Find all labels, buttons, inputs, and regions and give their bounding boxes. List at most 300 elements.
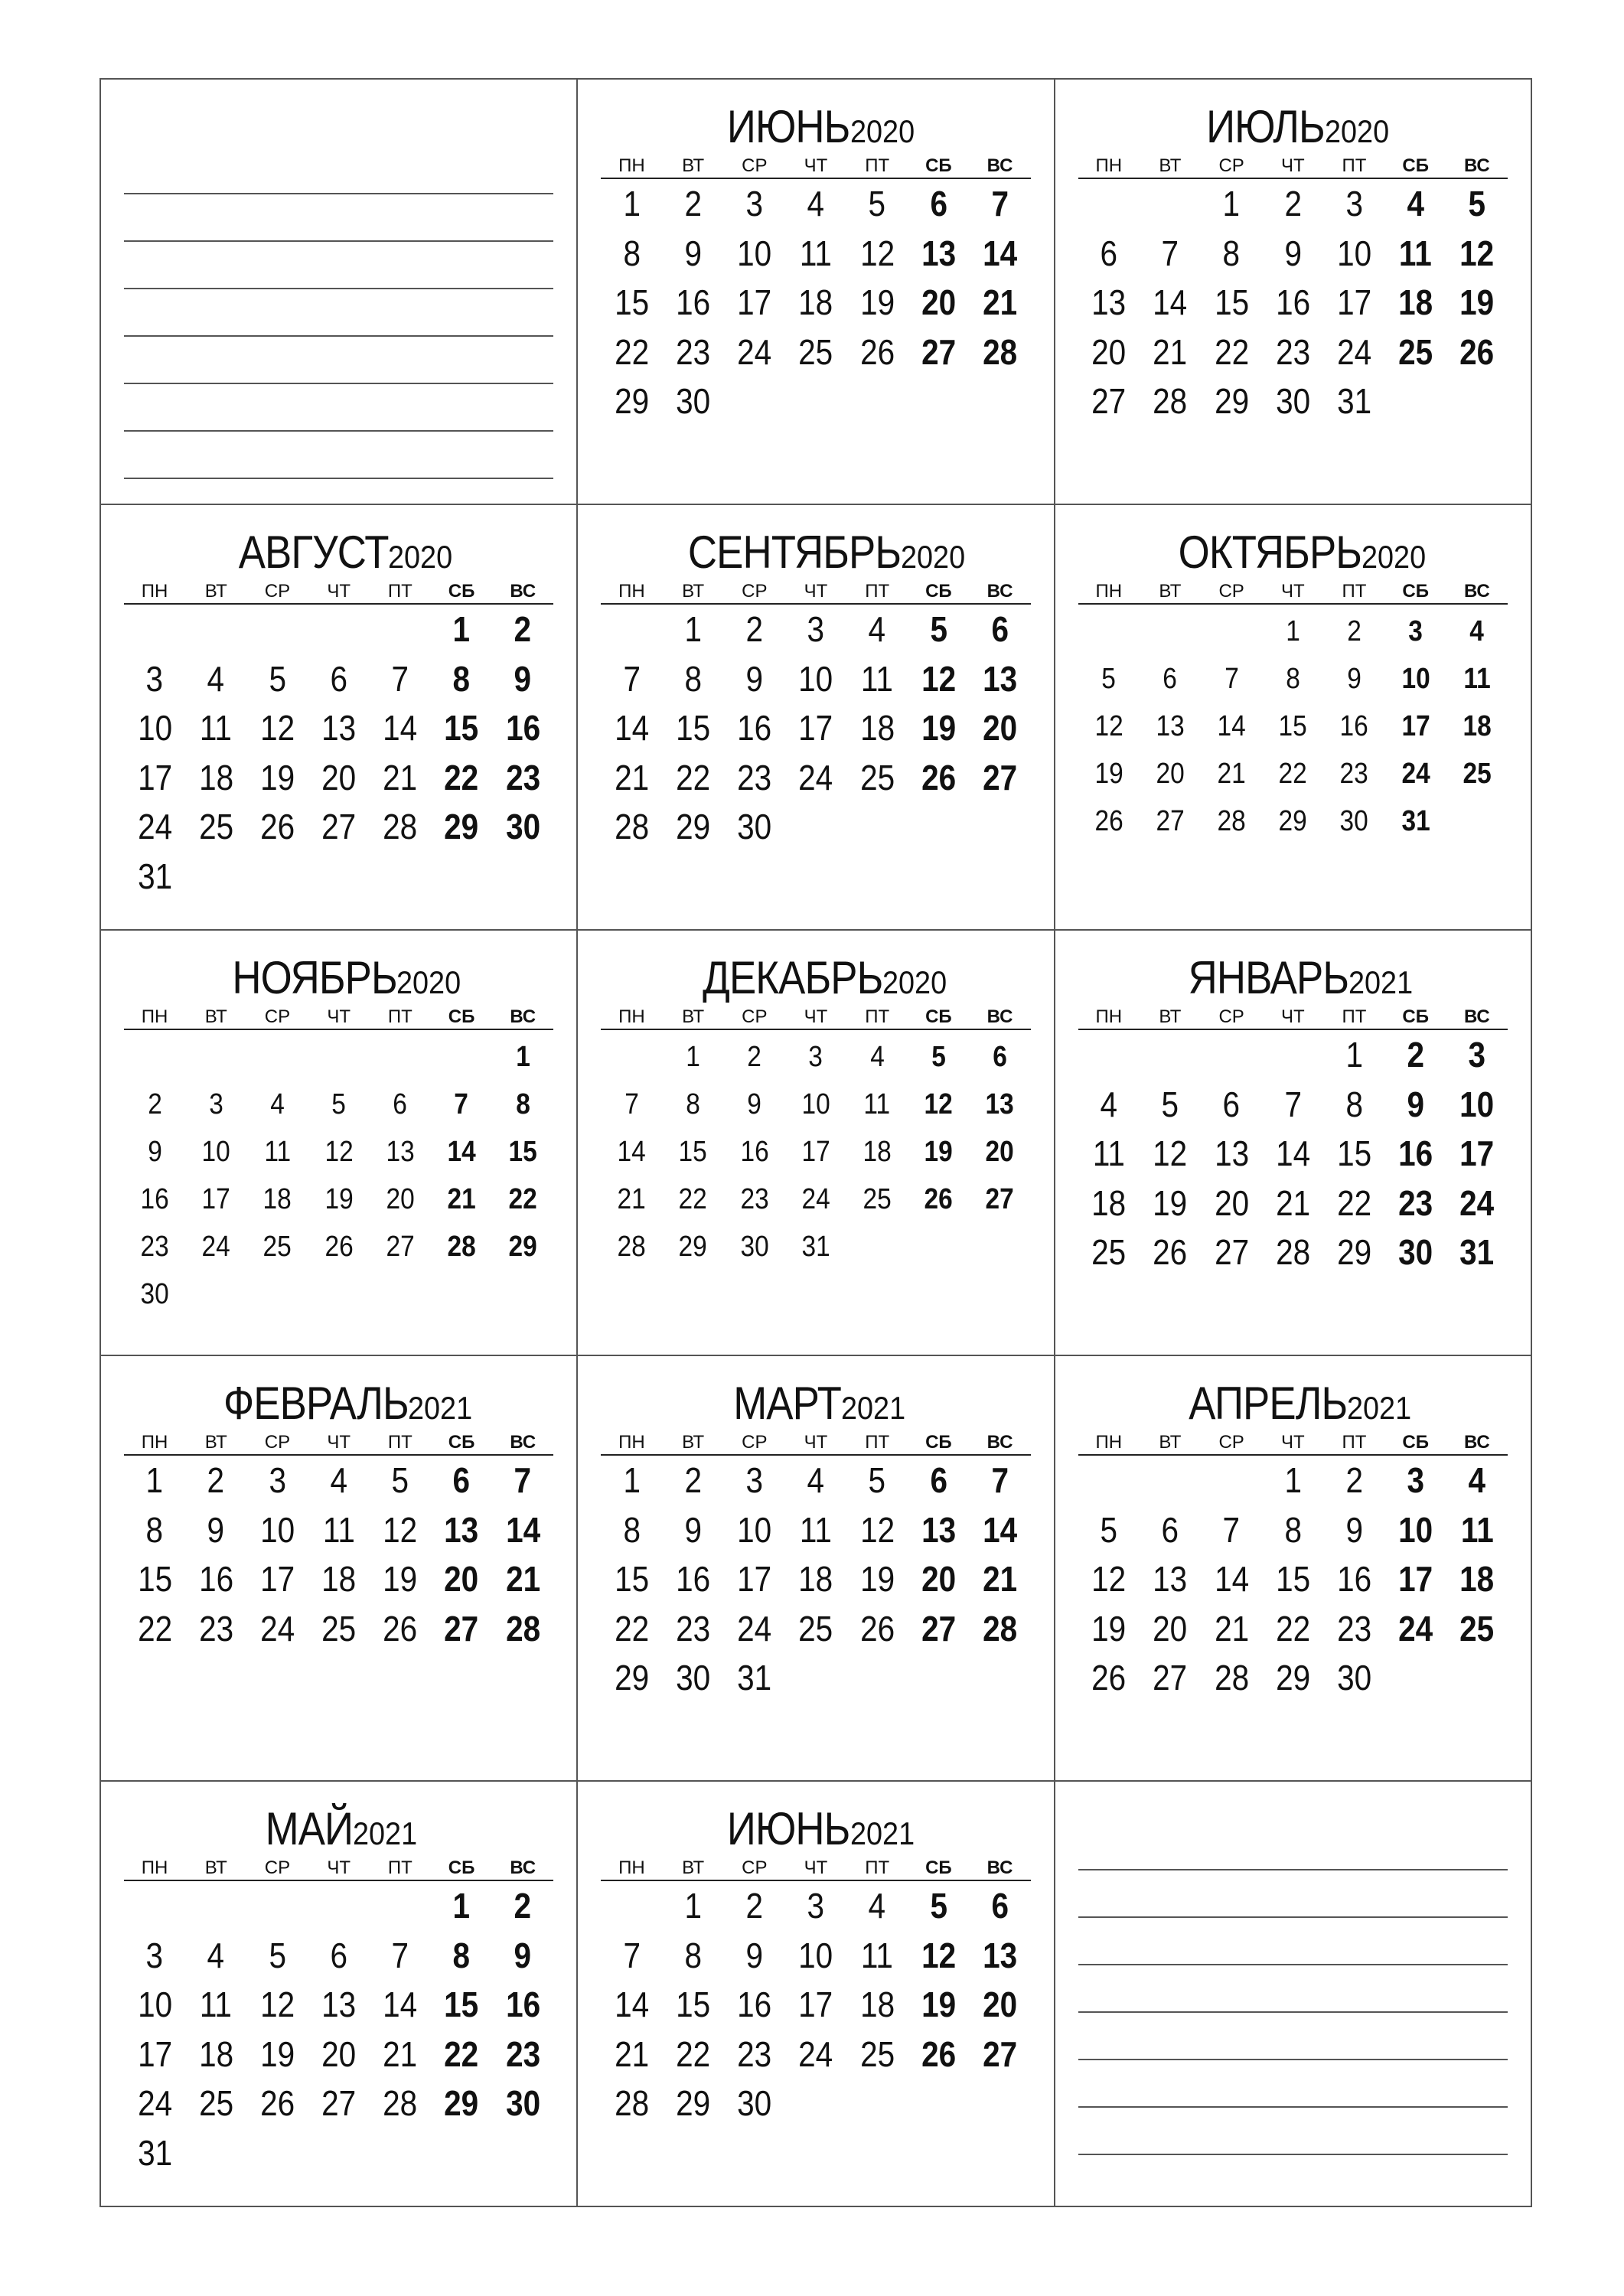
day: 29 [1336, 1232, 1372, 1272]
day: 19 [259, 2033, 295, 2074]
day: 28 [383, 2083, 418, 2123]
weekday-label: ПН [141, 581, 168, 602]
weekday-header [1078, 155, 1508, 179]
weekend-day: 29 [444, 2083, 479, 2123]
month-name: ИЮЛЬ [1205, 101, 1325, 152]
day: 28 [1153, 381, 1188, 421]
weekend-day: 19 [1459, 282, 1495, 322]
weekend-day: 3 [1408, 615, 1423, 647]
weekday-label: ВТ [682, 1006, 705, 1027]
day: 30 [1275, 381, 1310, 421]
month-cell [1055, 505, 1532, 931]
weekday-label: ЧТ [327, 1857, 351, 1878]
day: 5 [1101, 663, 1117, 695]
weekday-label: ПТ [1342, 155, 1367, 176]
month-cell [578, 931, 1055, 1356]
weekday-label: СР [742, 1857, 768, 1878]
day: 21 [1275, 1182, 1310, 1223]
day: 14 [1275, 1133, 1310, 1173]
weekend-day: 7 [454, 1088, 469, 1120]
day: 1 [145, 1460, 164, 1500]
day: 15 [1278, 710, 1307, 742]
empty-day [246, 1033, 308, 1081]
weekend-day: 10 [1459, 1084, 1495, 1124]
day: 22 [676, 757, 711, 797]
weekday-label: ПТ [865, 1432, 890, 1453]
day: 26 [1153, 1232, 1188, 1272]
day: 26 [1091, 1658, 1127, 1698]
day: 6 [1163, 663, 1178, 695]
weekday-label: ПН [1095, 581, 1123, 602]
days-grid [1078, 179, 1508, 426]
note-line [1078, 1965, 1508, 2013]
day: 8 [623, 233, 641, 273]
day: 1 [686, 1041, 700, 1073]
empty-day [1140, 608, 1201, 655]
weekday-label: ВС [1464, 1432, 1490, 1453]
weekend-day: 6 [930, 1460, 947, 1500]
day: 30 [737, 2083, 772, 2123]
day: 18 [263, 1183, 292, 1215]
empty-day [601, 1881, 662, 1931]
month-year: 2020 [850, 113, 915, 149]
day: 21 [617, 1183, 647, 1215]
weekend-day: 13 [983, 1935, 1018, 1975]
day: 15 [614, 282, 649, 322]
day: 8 [1222, 233, 1241, 273]
weekend-day: 12 [921, 1935, 956, 1975]
month-calendar [124, 525, 553, 901]
weekday-label: ВС [986, 1857, 1013, 1878]
weekday-label: ВТ [204, 1432, 227, 1453]
day: 8 [145, 1509, 164, 1550]
weekend-day: 22 [508, 1183, 537, 1215]
days-grid [601, 1030, 1030, 1270]
month-title [601, 525, 1030, 580]
day: 17 [801, 1136, 830, 1168]
day: 12 [1091, 1559, 1127, 1599]
day: 1 [623, 1460, 641, 1500]
day: 2 [745, 1886, 764, 1926]
day: 20 [1153, 1608, 1188, 1649]
day: 22 [614, 1608, 649, 1649]
note-line [124, 289, 553, 337]
weekend-day: 23 [1398, 1182, 1433, 1223]
day: 29 [1278, 805, 1307, 837]
day: 23 [1275, 331, 1310, 372]
weekend-day: 24 [1398, 1608, 1433, 1649]
day: 16 [1339, 710, 1369, 742]
day: 4 [868, 609, 886, 649]
notes-cell-top [101, 80, 578, 505]
weekday-header [1078, 1431, 1508, 1456]
weekday-label: ВТ [1159, 1432, 1182, 1453]
weekend-day: 2 [1407, 1035, 1424, 1075]
day: 1 [1284, 1460, 1302, 1500]
month-title [1078, 1376, 1508, 1431]
weekend-day: 1 [452, 609, 471, 649]
day: 25 [859, 757, 895, 797]
weekday-label: СБ [448, 1432, 475, 1453]
month-name: ИЮНЬ [726, 101, 850, 152]
weekend-day: 5 [930, 1886, 947, 1926]
weekday-label: ВТ [1159, 1006, 1182, 1027]
day: 4 [807, 1460, 825, 1500]
day: 10 [137, 1985, 172, 2024]
weekend-day: 3 [1468, 1035, 1486, 1075]
weekend-day: 14 [983, 233, 1018, 273]
weekend-day: 19 [921, 708, 956, 748]
month-year: 2021 [850, 1815, 915, 1851]
notes-lines [1078, 1823, 1508, 2155]
month-title [601, 99, 1030, 155]
day: 28 [1217, 805, 1246, 837]
weekend-day: 27 [444, 1608, 479, 1649]
day: 29 [614, 381, 649, 421]
day: 11 [1092, 1133, 1125, 1173]
day: 15 [1214, 282, 1249, 322]
day: 25 [263, 1231, 292, 1263]
day: 16 [740, 1136, 769, 1168]
day: 2 [1347, 615, 1361, 647]
weekend-day: 27 [983, 757, 1018, 797]
weekend-day: 15 [444, 1985, 479, 2024]
day: 9 [147, 1136, 162, 1168]
day: 18 [863, 1136, 892, 1168]
day: 22 [137, 1608, 172, 1649]
day: 9 [1284, 233, 1302, 273]
weekend-day: 26 [921, 757, 956, 797]
day: 11 [861, 1935, 894, 1975]
day: 17 [259, 1559, 295, 1599]
month-calendar [601, 99, 1030, 426]
day: 23 [676, 331, 711, 372]
day: 12 [1153, 1133, 1188, 1173]
weekday-label: ПТ [865, 1857, 890, 1878]
weekend-day: 11 [1463, 663, 1491, 695]
day: 27 [1156, 805, 1185, 837]
weekend-day: 27 [983, 2033, 1018, 2074]
day: 15 [679, 1136, 708, 1168]
month-calendar [1078, 525, 1508, 845]
month-cell [101, 931, 578, 1356]
month-year: 2020 [388, 539, 453, 575]
month-title [124, 951, 553, 1006]
day: 14 [1214, 1559, 1249, 1599]
note-line [1078, 2060, 1508, 2108]
weekend-day: 18 [1459, 1559, 1495, 1599]
weekend-day: 20 [985, 1136, 1015, 1168]
day: 8 [1345, 1084, 1363, 1124]
day: 22 [614, 331, 649, 372]
empty-day [1078, 1456, 1140, 1505]
day: 3 [145, 1935, 164, 1975]
weekend-day: 27 [921, 331, 956, 372]
day: 21 [383, 757, 418, 797]
day: 7 [391, 658, 409, 699]
weekday-label: ЧТ [804, 1432, 828, 1453]
day: 7 [391, 1935, 409, 1975]
day: 14 [383, 708, 418, 748]
weekday-label: ПН [618, 155, 645, 176]
weekday-header [601, 1431, 1030, 1456]
day: 21 [614, 2033, 649, 2074]
empty-day [601, 1033, 662, 1081]
weekend-day: 20 [921, 282, 956, 322]
month-calendar [1078, 951, 1508, 1277]
weekday-header [124, 1006, 553, 1030]
day: 12 [383, 1509, 418, 1550]
day: 29 [1214, 381, 1249, 421]
weekend-day: 22 [444, 2033, 479, 2074]
day: 19 [1091, 1608, 1127, 1649]
day: 14 [383, 1985, 418, 2024]
day: 20 [386, 1183, 415, 1215]
weekend-day: 16 [505, 708, 540, 748]
month-cell [578, 505, 1055, 931]
weekday-header [601, 155, 1030, 179]
day: 25 [798, 331, 833, 372]
month-title [601, 951, 1030, 1006]
day: 4 [330, 1460, 347, 1500]
day: 24 [798, 2033, 833, 2074]
day: 3 [208, 1088, 223, 1120]
day: 2 [684, 1460, 702, 1500]
weekend-day: 5 [1468, 184, 1486, 223]
day: 1 [1345, 1035, 1363, 1075]
weekend-day: 11 [1399, 233, 1433, 273]
weekday-label: СР [1218, 1006, 1244, 1027]
days-grid [124, 1881, 553, 2177]
day: 4 [207, 1935, 225, 1975]
weekend-day: 8 [452, 1935, 471, 1975]
weekend-day: 18 [1463, 710, 1492, 742]
weekend-day: 24 [1459, 1182, 1495, 1223]
day: 16 [737, 1985, 772, 2024]
day: 21 [1217, 758, 1246, 790]
empty-day [1078, 608, 1140, 655]
weekend-day: 28 [983, 331, 1018, 372]
month-name: ЯНВАРЬ [1188, 952, 1348, 1003]
day: 13 [1091, 282, 1127, 322]
day: 26 [383, 1608, 418, 1649]
day: 19 [859, 1559, 895, 1599]
weekend-day: 6 [991, 609, 1009, 649]
weekday-label: ВС [986, 581, 1013, 602]
day: 9 [684, 233, 702, 273]
note-line [1078, 1823, 1508, 1870]
weekend-day: 28 [447, 1231, 476, 1263]
day: 31 [137, 2132, 172, 2173]
weekend-day: 12 [924, 1088, 953, 1120]
day: 11 [799, 1509, 832, 1550]
weekday-label: ПТ [865, 155, 890, 176]
day: 9 [1345, 1509, 1363, 1550]
note-line [1078, 1870, 1508, 1918]
day: 15 [1275, 1559, 1310, 1599]
day: 12 [324, 1136, 354, 1168]
day: 24 [801, 1183, 830, 1215]
day: 14 [617, 1136, 647, 1168]
day: 10 [798, 1935, 833, 1975]
day: 16 [1336, 1559, 1372, 1599]
weekend-day: 30 [505, 807, 540, 846]
weekday-label: СР [742, 581, 768, 602]
weekday-label: ПН [1095, 1432, 1123, 1453]
day: 24 [259, 1608, 295, 1649]
day: 13 [1153, 1559, 1188, 1599]
empty-day [1078, 179, 1140, 229]
day: 23 [1336, 1608, 1372, 1649]
weekend-day: 12 [921, 658, 956, 699]
month-name: АПРЕЛЬ [1189, 1378, 1348, 1429]
month-name: МАЙ [265, 1803, 353, 1854]
day: 20 [321, 757, 357, 797]
day: 21 [614, 757, 649, 797]
day: 11 [799, 233, 832, 273]
empty-day [1140, 1456, 1201, 1505]
weekend-day: 18 [1398, 282, 1433, 322]
weekday-label: ЧТ [804, 1857, 828, 1878]
weekday-label: ЧТ [1280, 1432, 1305, 1453]
weekday-label: ВТ [682, 155, 705, 176]
empty-day [601, 605, 662, 654]
day: 10 [737, 233, 772, 273]
weekday-label: ПТ [387, 581, 413, 602]
empty-day [431, 1033, 492, 1081]
empty-day [246, 1881, 308, 1931]
weekday-header [1078, 1006, 1508, 1030]
day: 3 [807, 1886, 825, 1926]
day: 15 [1336, 1133, 1372, 1173]
day: 24 [737, 1608, 772, 1649]
month-name: ДЕКАБРЬ [702, 952, 882, 1003]
month-name: АВГУСТ [238, 527, 389, 578]
weekday-label: ЧТ [804, 581, 828, 602]
day: 23 [737, 2033, 772, 2074]
day: 10 [1336, 233, 1372, 273]
day: 17 [137, 757, 172, 797]
day: 22 [1275, 1608, 1310, 1649]
weekday-header [124, 580, 553, 605]
empty-day [370, 1881, 431, 1931]
month-year: 2020 [882, 964, 947, 1000]
day: 17 [737, 1559, 772, 1599]
weekday-label: СР [742, 1432, 768, 1453]
weekday-label: ВС [1464, 155, 1490, 176]
day: 15 [614, 1559, 649, 1599]
month-title [124, 525, 553, 580]
note-line [124, 147, 553, 194]
day: 4 [869, 1041, 885, 1073]
empty-day [370, 1033, 431, 1081]
weekday-label: ПН [141, 1857, 168, 1878]
month-title [124, 1802, 553, 1857]
month-year: 2020 [901, 539, 966, 575]
day: 16 [676, 282, 711, 322]
day: 11 [322, 1509, 355, 1550]
day: 2 [747, 1041, 762, 1073]
weekday-label: ПН [1095, 1006, 1123, 1027]
day: 2 [684, 184, 702, 223]
month-name: НОЯБРЬ [231, 952, 397, 1003]
day: 8 [623, 1509, 641, 1550]
month-calendar [601, 1802, 1030, 2128]
weekend-day: 17 [1398, 1559, 1433, 1599]
weekday-label: СБ [1402, 1432, 1429, 1453]
day: 5 [1161, 1084, 1179, 1124]
empty-day [1201, 1456, 1262, 1505]
day: 11 [200, 1985, 233, 2024]
day: 29 [676, 2083, 711, 2123]
day: 5 [1100, 1509, 1118, 1550]
weekend-day: 4 [1469, 615, 1485, 647]
day: 8 [1286, 663, 1300, 695]
month-cell [101, 505, 578, 931]
empty-day [1140, 179, 1201, 229]
weekday-label: ПН [618, 1857, 645, 1878]
weekday-label: ПН [618, 1006, 645, 1027]
day: 30 [740, 1231, 769, 1263]
weekend-day: 10 [1401, 663, 1430, 695]
weekend-day: 1 [452, 1886, 471, 1926]
month-title [1078, 525, 1508, 580]
weekday-label: СР [1218, 581, 1244, 602]
day: 18 [1091, 1182, 1127, 1223]
month-calendar [124, 1802, 553, 2177]
day: 21 [1153, 331, 1188, 372]
day: 8 [686, 1088, 700, 1120]
day: 5 [269, 658, 286, 699]
weekday-label: ЧТ [1280, 155, 1305, 176]
day: 9 [1347, 663, 1361, 695]
day: 7 [623, 658, 641, 699]
day: 31 [137, 856, 172, 896]
day: 24 [798, 757, 833, 797]
note-line [124, 337, 553, 384]
month-year: 2020 [1324, 113, 1389, 149]
empty-day [1201, 608, 1262, 655]
month-year: 2020 [396, 964, 461, 1000]
weekend-day: 21 [983, 1559, 1018, 1599]
weekend-day: 23 [505, 757, 540, 797]
day: 5 [868, 184, 886, 223]
days-grid [601, 605, 1030, 852]
month-year: 2021 [841, 1390, 906, 1426]
note-line [124, 384, 553, 432]
weekend-day: 8 [452, 658, 471, 699]
day: 19 [324, 1183, 354, 1215]
day: 2 [1284, 184, 1302, 223]
day: 30 [1336, 1658, 1372, 1698]
day: 6 [330, 658, 347, 699]
day: 27 [321, 807, 357, 846]
day: 18 [198, 2033, 233, 2074]
day: 17 [1336, 282, 1372, 322]
day: 7 [1222, 1509, 1241, 1550]
weekday-header [601, 1006, 1030, 1030]
notes-cell-bottom [1055, 1782, 1532, 2207]
month-year: 2021 [408, 1390, 473, 1426]
day: 15 [137, 1559, 172, 1599]
day: 22 [676, 2033, 711, 2074]
empty-day [185, 605, 246, 654]
day: 23 [740, 1183, 769, 1215]
days-grid [1078, 1030, 1508, 1277]
weekend-day: 25 [1463, 758, 1492, 790]
weekday-label: ЧТ [327, 581, 351, 602]
weekend-day: 31 [1401, 805, 1430, 837]
